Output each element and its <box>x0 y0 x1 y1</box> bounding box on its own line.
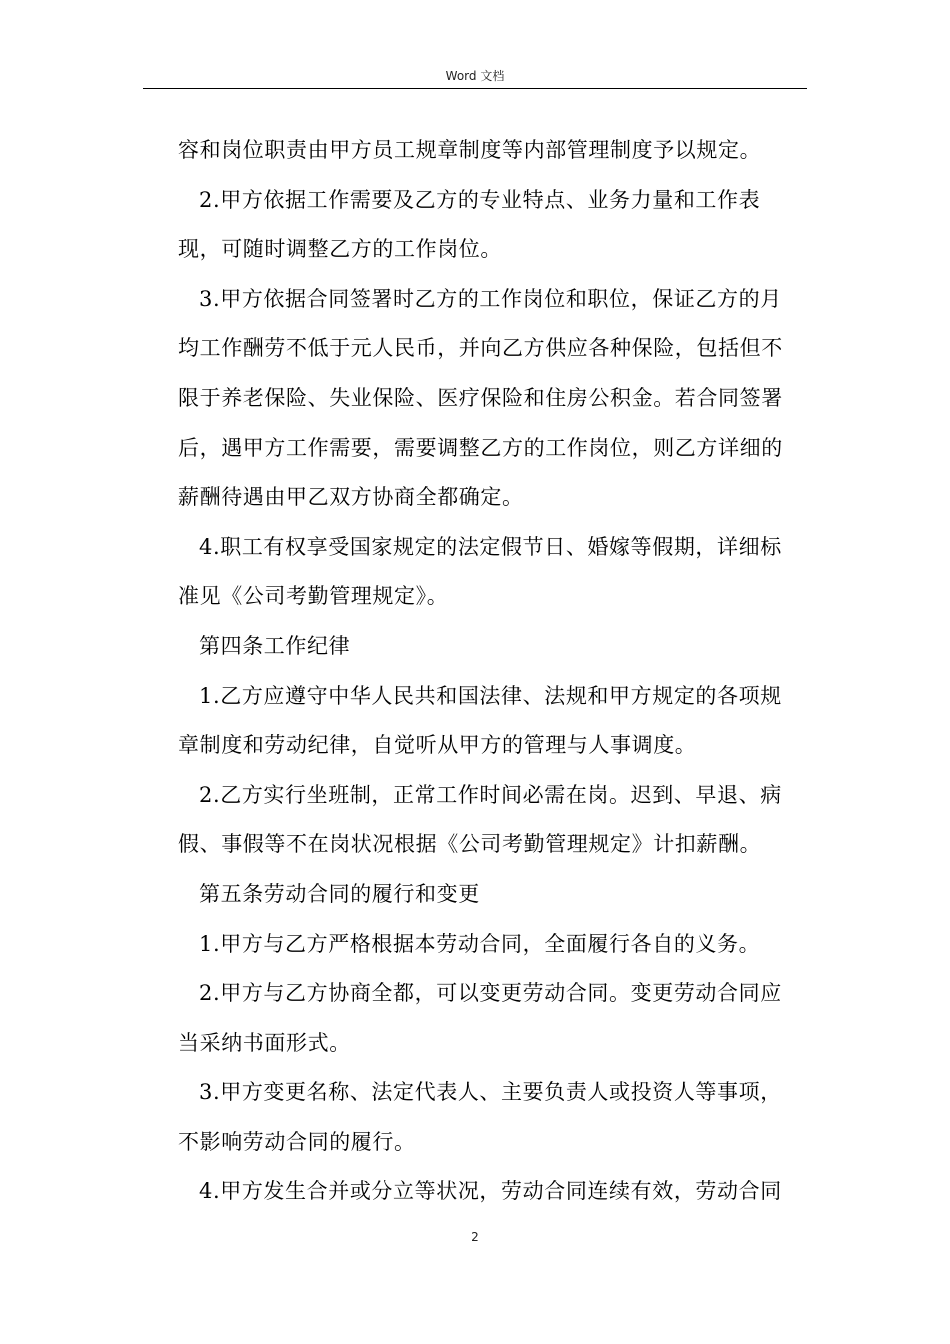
section-heading: 第四条工作纪律 <box>199 633 351 658</box>
paragraph: 2.甲方依据工作需要及乙方的专业特点、业务力量和工作表现，可随时调整乙方的工作岗位。 <box>178 187 761 262</box>
paragraph: 4.甲方发生合并或分立等状况，劳动合同连续有效，劳动合同 <box>199 1179 782 1204</box>
page-header <box>143 66 807 89</box>
document-body <box>178 126 802 1217</box>
paragraph: 2.乙方实行坐班制，正常工作时间必需在岗。迟到、早退、病假、事假等不在岗状况根据《公司考勤管理规定》计扣薪酬。 <box>178 782 782 857</box>
paragraph: 2.甲方与乙方协商全都，可以变更劳动合同。变更劳动合同应当采纳书面形式。 <box>178 981 782 1055</box>
paragraph: 3.甲方变更名称、法定代表人、主要负责人或投资人等事项，不影响劳动合同的履行。 <box>178 1080 782 1154</box>
page-footer <box>0 1230 950 1244</box>
paragraph: 4.职工有权享受国家规定的法定假节日、婚嫁等假期，详细标准见《公司考勤管理规定》。 <box>178 534 782 609</box>
header-label: Word 文档 <box>445 69 505 83</box>
section-heading: 第五条劳动合同的履行和变更 <box>199 881 480 906</box>
paragraph: 3.甲方依据合同签署时乙方的工作岗位和职位，保证乙方的月均工作酬劳不低于元人民币，并向乙方供应各种保险，包括但不限于养老保险、失业保险、医疗保险和住房公积金。若合同签署后，遇甲方工作需要，需要调整乙方的工作岗位，则乙方详细的薪酬待遇由甲乙双方协商全都确定。 <box>178 286 783 510</box>
paragraph: 1.甲方与乙方严格根据本劳动合同，全面履行各自的义务。 <box>199 931 761 956</box>
paragraph: 容和岗位职责由甲方员工规章制度等内部管理制度予以规定。 <box>178 138 762 162</box>
paragraph: 1.乙方应遵守中华人民共和国法律、法规和甲方规定的各项规章制度和劳动纪律，自觉听从甲方的管理与人事调度。 <box>178 683 782 758</box>
page-number: 2 <box>471 1230 479 1244</box>
